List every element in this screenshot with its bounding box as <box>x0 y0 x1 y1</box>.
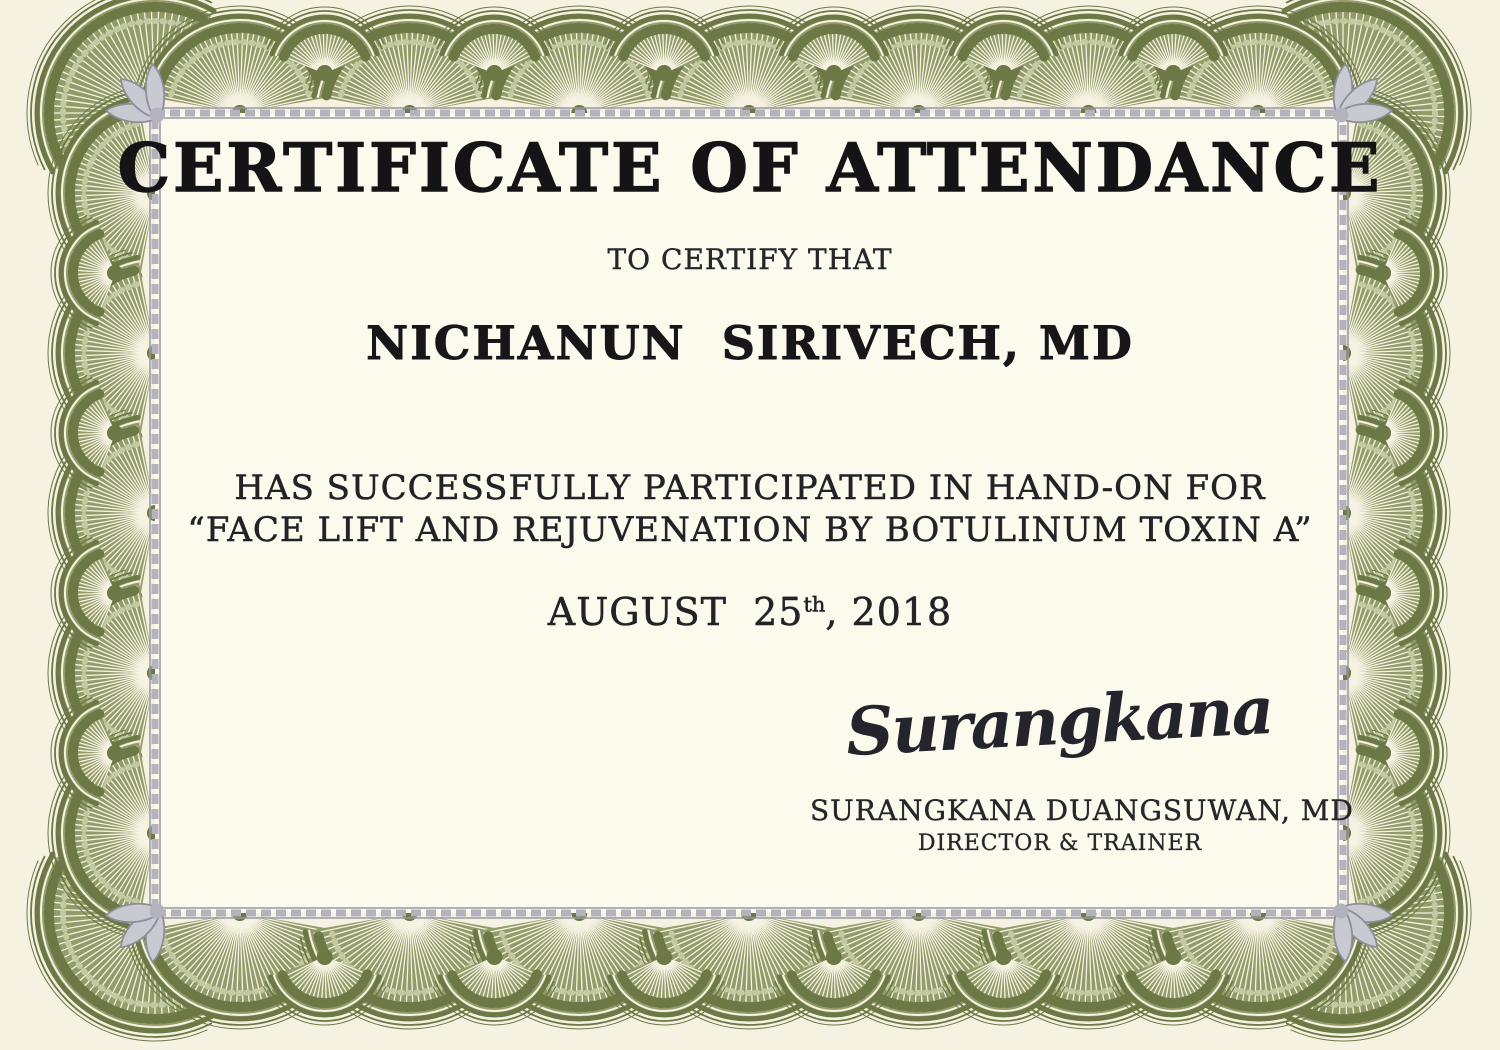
signature-block <box>810 670 1354 856</box>
date-line <box>0 590 1500 634</box>
certify-that-label: TO CERTIFY THAT <box>607 243 893 276</box>
signature-handwriting: Surangkana <box>844 670 1275 772</box>
body-line-2: “FACE LIFT AND REJUVENATION BY BOTULINUM TOXIN A” <box>187 510 1313 550</box>
date-year: , 2018 <box>825 590 953 634</box>
date-text: AUGUST 25 <box>547 590 804 634</box>
date-ordinal: th <box>803 592 826 617</box>
signer-name: SURANGKANA DUANGSUWAN, MD <box>810 794 1354 827</box>
body-line-1: HAS SUCCESSFULLY PARTICIPATED IN HAND-ON FOR <box>234 468 1266 508</box>
signer-role: DIRECTOR & TRAINER <box>917 831 1203 856</box>
recipient-name: NICHANUN SIRIVECH, MD <box>366 316 1134 370</box>
certificate-title: CERTIFICATE OF ATTENDANCE <box>117 129 1383 207</box>
